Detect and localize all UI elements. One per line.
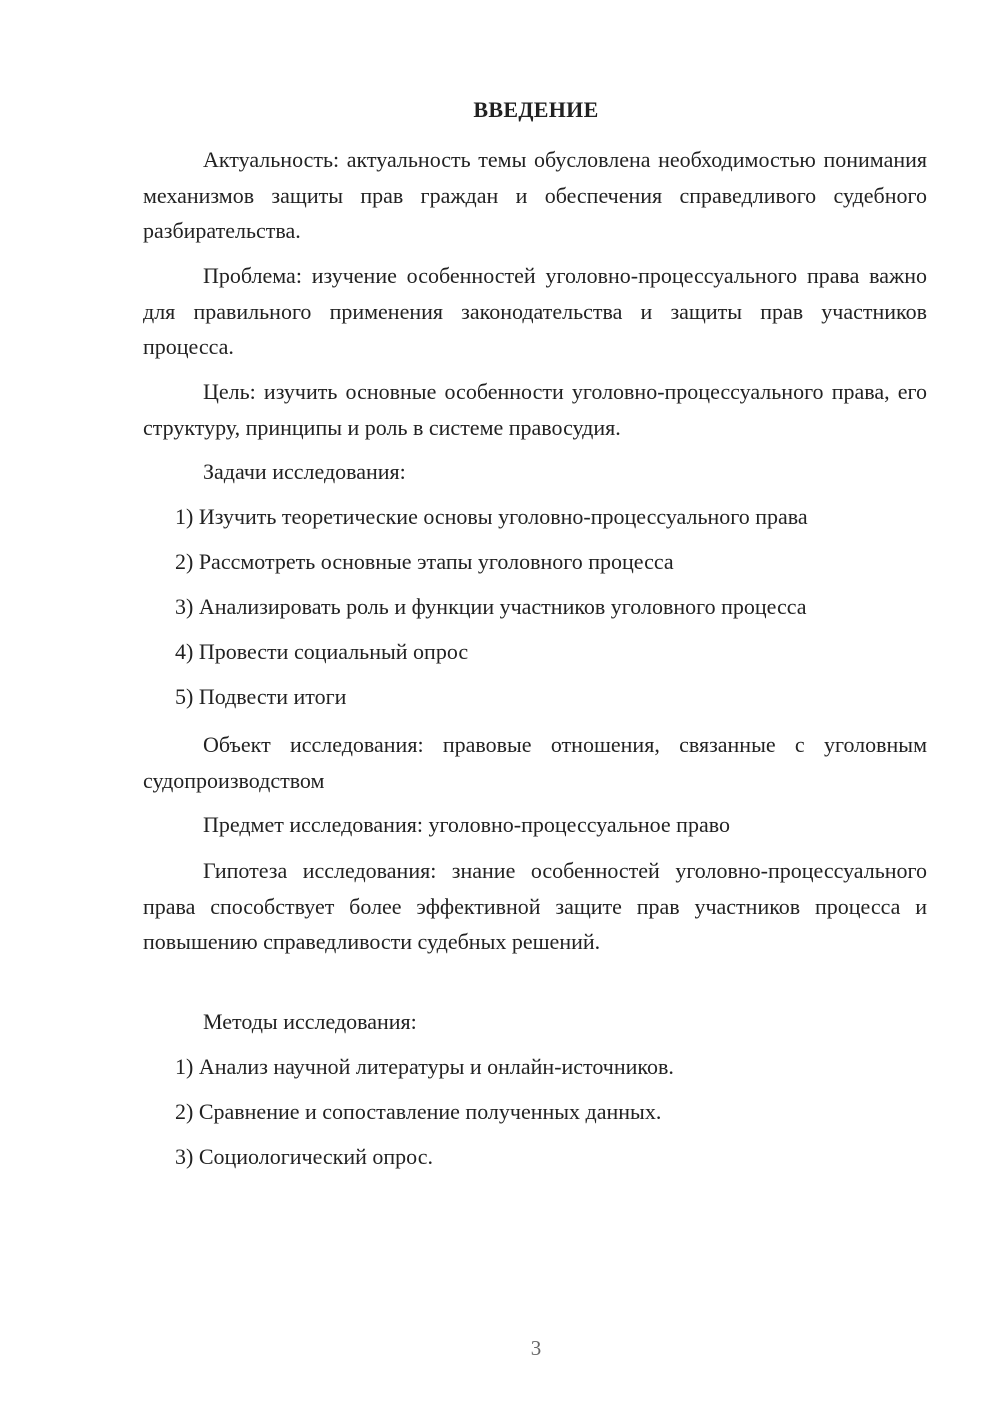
page-number: 3 bbox=[530, 1336, 542, 1360]
problem-paragraph: Проблема: изучение особенностей уголовно-процессуального права важно для правильного применения законодательства и защиты прав участников процесса. bbox=[143, 263, 927, 359]
method-item: 3) Социологический опрос. bbox=[175, 1144, 433, 1169]
subject-paragraph: Предмет исследования: уголовно-процессуальное право bbox=[203, 812, 730, 837]
task-item: 3) Анализировать роль и функции участников уголовного процесса bbox=[175, 594, 807, 619]
object-paragraph: Объект исследования: правовые отношения, связанные с уголовным судопроизводством bbox=[143, 732, 927, 793]
hypothesis-paragraph: Гипотеза исследования: знание особенностей уголовно-процессуального права способствует более эффективной защите прав участников процесса и повышению справедливости судебных решений. bbox=[143, 858, 927, 954]
method-item: 2) Сравнение и сопоставление полученных данных. bbox=[175, 1099, 662, 1124]
relevance-paragraph: Актуальность: актуальность темы обусловлена необходимостью понимания механизмов защиты прав граждан и обеспечения справедливого судебного разбирательства. bbox=[143, 147, 927, 243]
goal-paragraph: Цель: изучить основные особенности уголовно-процессуального права, его структуру, принципы и роль в системе правосудия. bbox=[143, 379, 927, 440]
page-title: ВВЕДЕНИЕ bbox=[473, 97, 599, 122]
task-item: 2) Рассмотреть основные этапы уголовного процесса bbox=[175, 549, 674, 574]
task-item: 1) Изучить теоретические основы уголовно-процессуального права bbox=[175, 504, 808, 529]
task-item: 5) Подвести итоги bbox=[175, 684, 347, 709]
tasks-heading: Задачи исследования: bbox=[203, 459, 406, 484]
task-item: 4) Провести социальный опрос bbox=[175, 639, 469, 664]
method-item: 1) Анализ научной литературы и онлайн-источников. bbox=[175, 1054, 674, 1079]
methods-heading: Методы исследования: bbox=[203, 1009, 417, 1034]
